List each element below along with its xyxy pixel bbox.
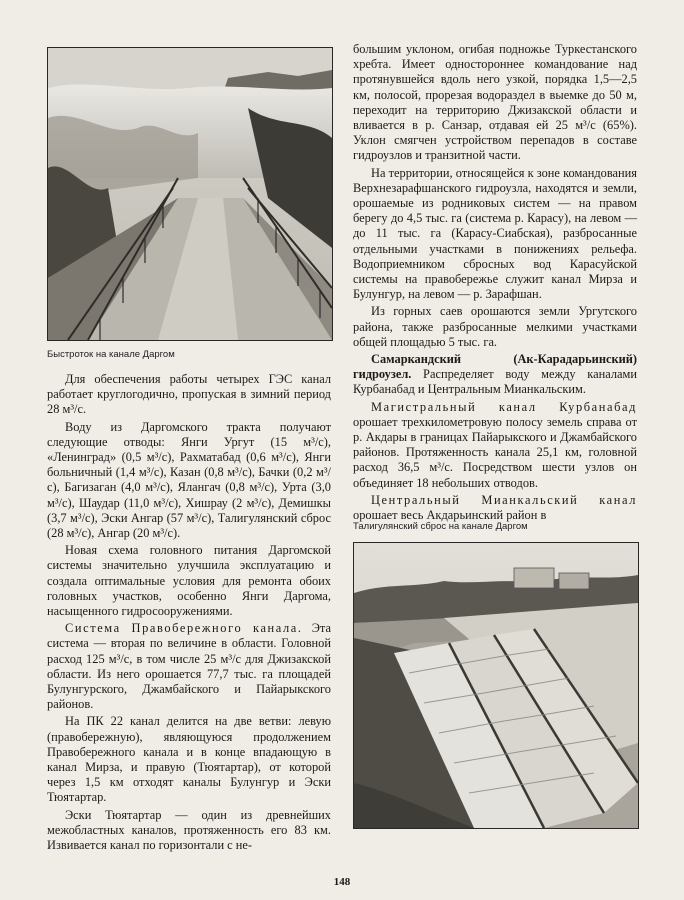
- paragraph-text: Эта система — вторая по величине в области. Головной расход 125 м³/с, в том числе 25 м³/с для Джизакской области. Из него орошается 77,7 тыс. га площадей Булунгурского, Джамбайского и Пайарыкского районов.: [47, 621, 331, 712]
- paragraph: Из горных саев орошаются земли Ургутского района, также разбросанные мелкими участками общей площадью 5 тыс. га.: [353, 304, 637, 349]
- paragraph: На территории, относящейся к зоне командования Верхнезарафшанского гидроузла, находятся и земли, орошаемые из родниковых систем — на правом берегу до 4,5 тыс. га (система р. Карасу), на левом — до 11 тыс. га (Карасу-Сиабская), разбросанные отдельными участками в понижениях рельефа. Водоприемником сбросных вод Карасуйской системы на правобережье служит канал Мирза и Булунгур, на левом — р. Зарафшан.: [353, 165, 637, 302]
- paragraph: [47, 621, 331, 712]
- paragraph: [353, 493, 637, 523]
- photo-dargom-chute-image: [48, 48, 332, 340]
- paragraph: [353, 400, 637, 491]
- paragraph: большим уклоном, огибая подножье Туркестанского хребта. Имеет одностороннее командование над протянувшейся вдоль него узкой, порядка 1,5—2,5 км, полосой, прорезая водораздел в выемке до 50 м, переходит на территорию Джизакской области и вливается в р. Санзар, отдавая ей 25 м³/с (65%). Уклон смягчен устройством перепадов в составе гидроузлов и транзитной части.: [353, 42, 637, 163]
- paragraph-text: Распределяет воду между каналами Курбанабад и Центральным Мианкальским.: [353, 367, 637, 397]
- paragraph: Для обеспечения работы четырех ГЭС канал работает круглогодично, пропуская в зимний период 28 м³/с.: [47, 372, 331, 417]
- photo-dargom-chute: [47, 47, 333, 341]
- right-column: [353, 42, 637, 523]
- paragraph: На ПК 22 канал делится на две ветви: левую (правобережную), являющуюся продолжением Правобережного канала и в конце впадающую в канал Мирза, и правую (Тюятартар), от которой через 1,5 км отходят каналы Булунгур и Эски Тюятартар.: [47, 714, 331, 805]
- section-heading: Магистральный канал Курбанабад: [371, 399, 637, 414]
- section-heading: Самаркандский (Ак-Карадарьинский) гидроузел.: [353, 352, 637, 382]
- paragraph: Эски Тюятартар — один из древнейших межобластных каналов, протяженность его 83 км. Извивается канал по горизонтали с не-: [47, 807, 331, 853]
- section-heading: Центральный Мианкальский канал: [371, 492, 637, 507]
- photo-taligulyan-spillway-image: [354, 543, 638, 828]
- page-number: 148: [333, 876, 351, 888]
- caption-taligulyan-spillway: Талигулянский сброс на канале Даргом: [353, 521, 528, 532]
- left-column: [47, 372, 331, 853]
- caption-dargom-chute: Быстроток на канале Даргом: [47, 349, 175, 360]
- paragraph: Новая схема головного питания Даргомской системы значительно улучшила эксплуатацию и создала оптимальные условия для ремонта обоих головных участков, особенно Янги Даргома, насыщенного гидросооружениями.: [47, 543, 331, 619]
- paragraph: [353, 352, 637, 398]
- photo-taligulyan-spillway: [353, 542, 639, 829]
- section-heading: Система Правобережного канала.: [65, 621, 303, 636]
- paragraph: Воду из Даргомского тракта получают следующие отводы: Янги Ургут (15 м³/с), «Ленинград» (0,5 м³/с), Рахматабад (0,6 м³/с), Янги больничный (1,4 м³/с), Казан (0,8 м³/с), Бачки (0,2 м³/с), Багизаган (4,0 м³/с), Ялангач (0,8 м³/с), Урта (3,0 м³/с), Шаудар (11,0 м³/с), Хишрау (2 м³/с), Демишкы (3,7 м³/с), Эски Ангар (57 м³/с), Талигулянский сброс (28 м³/с), Ангар (20 м³/с).: [47, 419, 331, 541]
- paragraph-text: орошает весь Акдарьинский район в: [353, 508, 547, 523]
- paragraph-text: орошает трехкилометровую полосу земель справа от р. Акдары в границах Пайарыкского и Джамбайского районов. Протяженность канала 25,1 км, головной расход 36,5 м³/с. Посредством шести узлов он объединяет 18 небольших отводов.: [353, 414, 637, 490]
